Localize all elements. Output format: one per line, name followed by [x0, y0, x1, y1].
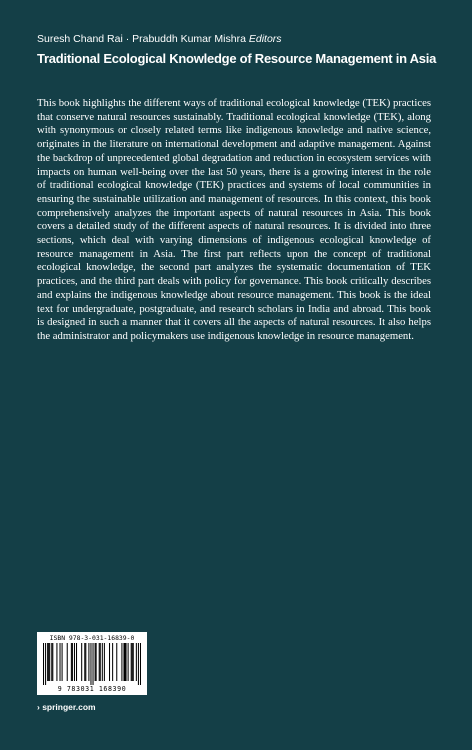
barcode-bar — [47, 643, 48, 681]
barcode-bar — [88, 643, 89, 681]
barcode-bar — [74, 643, 75, 681]
barcode-bar — [76, 643, 77, 681]
barcode-box — [37, 632, 147, 695]
barcode-bar — [45, 643, 46, 685]
barcode-bar — [109, 643, 110, 681]
editors-names: Suresh Chand Rai · Prabuddh Kumar Mishra — [37, 33, 246, 45]
barcode-bar — [102, 643, 103, 681]
barcode-bar — [62, 643, 63, 681]
barcode-bar — [67, 643, 68, 681]
book-description: This book highlights the different ways of traditional ecological knowledge (TEK) practices that conserve natural resources sustainably. Traditional ecological knowledge (TEK), along with synonymous or closely related terms like indigenous knowledge and native science, originates in the literature on international development and adaptive management. Against the backdrop of unprecedented global degradation and reduction in ecosystem services with impacts on human well-being over the last 50 years, there is a growing interest in the role of traditional ecological knowledge (TEK) practices and systems of local communities in ensuring the sustainable utilization and management of resources. In this context, this book comprehensively analyzes the important aspects of natural resources in Asia. This book covers a detailed study of the different aspects of natural resources. It is divided into three sections, which deal with varying dimensions of indigenous ecological knowledge of resource management in Asia. The first part reflects upon the concept of traditional ecological knowledge, the second part analyzes the systematic documentation of TEK practices, and the third part deals with policy for governance. This book critically describes and explains the indigenous knowledge about resource management. This book is the ideal text for undergraduate, postgraduate, and research scholars in India and abroad. This book is designed in such a manner that it covers all the aspects of natural resources. It also helps the administrator and policymakers use indigenous knowledge in resource management. — [37, 97, 431, 342]
barcode-icon — [43, 643, 141, 685]
barcode-bar — [136, 643, 137, 681]
barcode-bar — [126, 643, 127, 681]
barcode-bar — [93, 643, 94, 685]
barcode-bar — [96, 643, 97, 681]
barcode-bar — [95, 643, 96, 681]
barcode-bar — [85, 643, 86, 681]
barcode-bar — [60, 643, 61, 681]
editors-label: Editors — [248, 33, 282, 45]
editors-line — [37, 33, 457, 46]
barcode-bar — [121, 643, 122, 681]
isbn-label: ISBN 978-3-031-16839-0 — [49, 634, 135, 642]
barcode-bar — [56, 643, 57, 681]
barcode-bar — [43, 643, 44, 685]
barcode-bar — [128, 643, 129, 681]
barcode-bar — [51, 643, 52, 681]
barcode-bar — [133, 643, 134, 681]
barcode-bar — [81, 643, 82, 681]
barcode-bar — [104, 643, 105, 681]
barcode-digits: 9 783031 168390 — [57, 685, 127, 693]
barcode-bar — [131, 643, 132, 681]
barcode-bar — [132, 643, 133, 681]
barcode-bar — [124, 643, 125, 681]
barcode-bar — [49, 643, 50, 681]
book-title: Traditional Ecological Knowledge of Resource Management in Asia — [37, 51, 437, 66]
barcode-bar — [116, 643, 117, 681]
barcode-bar — [90, 643, 91, 685]
barcode-bar — [99, 643, 100, 681]
barcode-bar — [123, 643, 124, 681]
publisher-link[interactable]: › springer.com — [37, 702, 96, 712]
barcode-bar — [112, 643, 113, 681]
barcode-bar — [52, 643, 53, 681]
barcode-bar — [100, 643, 101, 681]
barcode-bar — [140, 643, 141, 685]
barcode-bar — [84, 643, 85, 681]
barcode-bar — [138, 643, 139, 685]
barcode-bar — [71, 643, 72, 681]
barcode-bar — [48, 643, 49, 681]
barcode-bar — [72, 643, 73, 681]
